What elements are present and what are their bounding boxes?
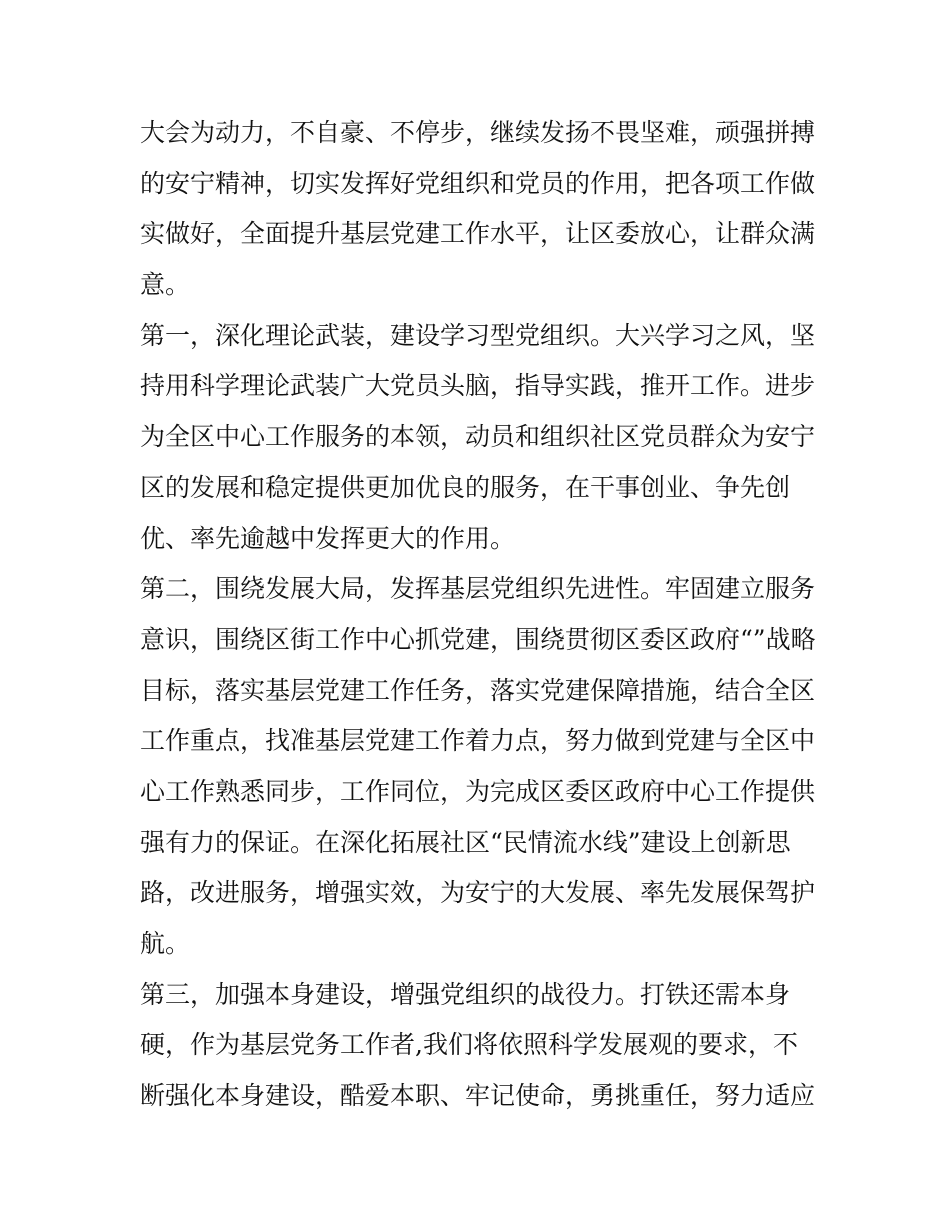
text-line: 第三，加强本身建设，增强党组织的战役力。打铁还需本身 — [140, 979, 791, 1009]
text-line: 目标，落实基层党建工作任务，落实党建保障措施，结合全区 — [140, 675, 816, 705]
text-line: 持用科学理论武装广大党员头脑，指导实践，推开工作。进步 — [140, 371, 816, 401]
text-line: 实做好，全面提升基层党建工作水平，让区委放心，让群众满 — [140, 219, 816, 249]
text-line: 强有力的保证。在深化拓展社区“民情流水线”建设上创新思 — [140, 827, 791, 857]
text-line: 的安宁精神，切实发挥好党组织和党员的作用，把各项工作做 — [140, 168, 816, 198]
text-line: 硬，作为基层党务工作者,我们将依照科学发展观的要求，不 — [140, 1030, 798, 1060]
body-text — [140, 108, 820, 1122]
text-line: 断强化本身建设，酷爱本职、牢记使命，勇挑重任，努力适应 — [140, 1081, 816, 1111]
text-line: 意识，围绕区街工作中心抓党建，围绕贯彻区委区政府“”战略 — [140, 624, 816, 654]
text-line: 航。 — [140, 929, 191, 958]
text-line: 意。 — [140, 270, 191, 300]
text-line: 为全区中心工作服务的本领，动员和组织社区党员群众为安宁 — [140, 422, 816, 452]
text-line: 区的发展和稳定提供更加优良的服务，在干事创业、争先创 — [140, 472, 791, 502]
text-line: 大会为动力，不自豪、不停步，继续发扬不畏坚难，顽强拼搏 — [140, 118, 816, 147]
text-line: 第一，深化理论武装，建设学习型党组织。大兴学习之风，坚 — [140, 320, 816, 350]
text-line: 工作重点，找准基层党建工作着力点，努力做到党建与全区中 — [140, 726, 816, 756]
text-line: 优、率先逾越中发挥更大的作用。 — [140, 523, 516, 553]
text-line: 第二，围绕发展大局，发挥基层党组织先进性。牢固建立服务 — [140, 574, 816, 604]
text-line: 心工作熟悉同步，工作同位，为完成区委区政府中心工作提供 — [140, 776, 816, 806]
text-line: 路，改进服务，增强实效，为安宁的大发展、率先发展保驾护 — [140, 878, 816, 908]
